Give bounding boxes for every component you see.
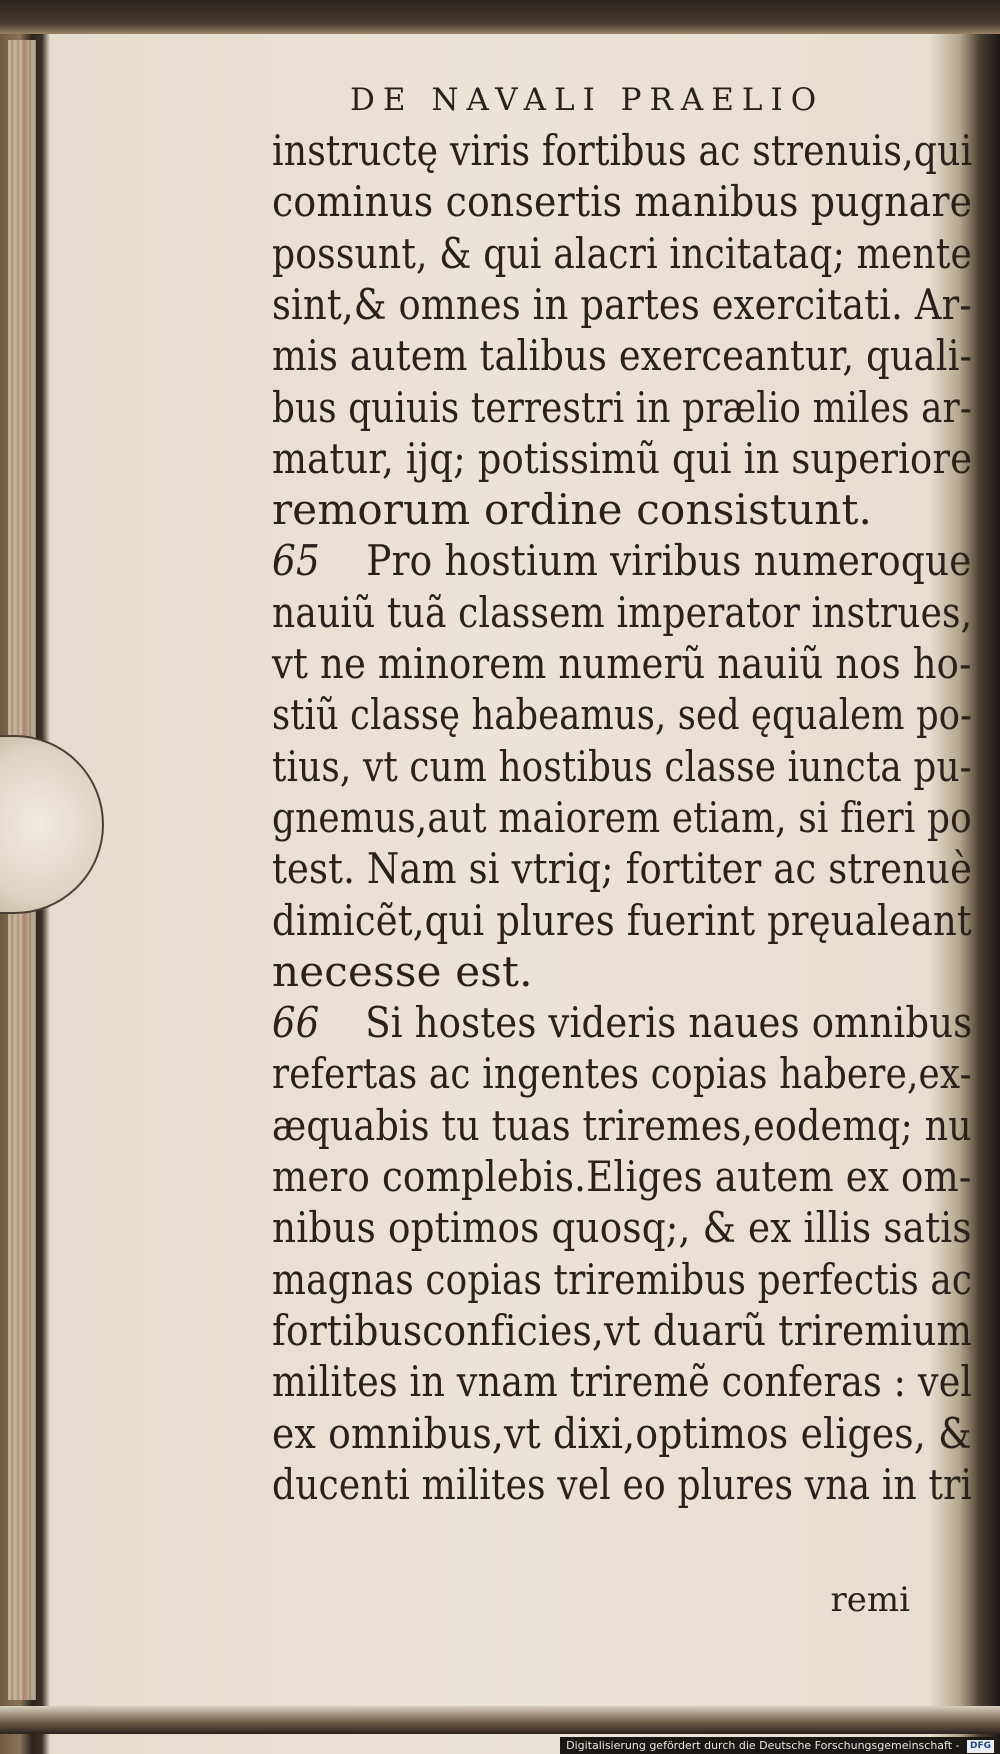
text-line: [272, 1049, 972, 1099]
text-line: [272, 433, 973, 483]
line-text: milites in vnam triremẽ conferas : vel: [272, 1357, 973, 1407]
text-line: [272, 946, 533, 996]
text-line: [272, 536, 972, 586]
line-text: dimicẽt,qui plures fuerint pręualeant: [272, 895, 972, 945]
line-text: cominus consertis manibus pugnare: [272, 177, 973, 227]
digitization-credit: [560, 1737, 994, 1754]
catchword: remi: [830, 1580, 910, 1620]
line-text: vt ne minorem numerũ nauiũ nos ho-: [272, 639, 972, 688]
text-line: [272, 844, 973, 894]
text-line: [272, 1203, 972, 1253]
text-line: [272, 639, 972, 688]
dfg-logo-icon: DFG: [967, 1740, 994, 1753]
line-text: matur, ijq; potissimũ qui in superiore: [272, 433, 973, 483]
paragraph-number: 65: [272, 536, 320, 586]
text-line: [272, 228, 973, 278]
running-header: DE NAVALI PRAELIO: [350, 82, 825, 118]
text-line: [272, 1357, 973, 1407]
text-line: [272, 895, 972, 945]
line-text: gnemus,aut maiorem etiam, si fieri po: [272, 792, 972, 842]
text-line: [272, 331, 973, 381]
line-text: remorum ordine consistunt.: [272, 485, 873, 535]
line-text: mero complebis.Eliges autem ex om-: [272, 1152, 972, 1201]
line-text: bus quiuis terrestri in prælio miles ar-: [272, 382, 973, 432]
line-text: ex omnibus,vt dixi,optimos eliges, &: [272, 1408, 972, 1458]
text-line: [272, 279, 972, 329]
line-text: æquabis tu tuas triremes,eodemq; nu: [272, 1100, 972, 1150]
line-text: sint,& omnes in partes exercitati. Ar-: [272, 279, 972, 329]
scan-top-edge: [0, 0, 1000, 34]
text-line: [272, 1254, 973, 1304]
line-text: stiũ classę habeamus, sed ęqualem po-: [272, 690, 973, 740]
line-text: test. Nam si vtriq; fortiter ac strenuè: [272, 844, 973, 894]
line-text: refertas ac ingentes copias habere,ex-: [272, 1049, 972, 1099]
line-text: Pro hostium viribus numeroque: [366, 536, 972, 586]
line-text: tius, vt cum hostibus classe iuncta pu-: [272, 741, 972, 791]
text-line: [272, 1100, 972, 1150]
line-text: Si hostes videris naues omnibus: [365, 998, 973, 1048]
line-text: necesse est.: [272, 946, 533, 996]
text-line: [272, 998, 973, 1048]
text-line: [272, 1459, 973, 1509]
text-line: [272, 1408, 972, 1458]
paragraph-number: 66: [272, 998, 320, 1048]
text-line: [272, 126, 973, 175]
text-line: [272, 1152, 972, 1201]
text-line: [272, 485, 873, 535]
line-text: nibus optimos quosq;, & ex illis satis: [272, 1203, 972, 1253]
line-text: instructę viris fortibus ac strenuis,qui: [272, 126, 973, 175]
scan-bottom-edge: [0, 1706, 1000, 1734]
text-line: [272, 741, 972, 791]
text-line: [272, 792, 972, 842]
credit-text: Digitalisierung gefördert durch die Deutsche Forschungsgemeinschaft -: [566, 1739, 960, 1752]
text-line: [272, 382, 973, 432]
book-page: [40, 30, 973, 1710]
text-line: [272, 1305, 973, 1355]
line-text: nauiũ tuã classem imperator instrues,: [272, 587, 973, 637]
text-line: [272, 690, 973, 740]
text-line: [272, 587, 973, 637]
line-text: ducenti milites vel eo plures vna in tri: [272, 1459, 973, 1509]
line-text: magnas copias triremibus perfectis ac: [272, 1254, 973, 1304]
line-text: possunt, & qui alacri incitataq; mente: [272, 228, 973, 278]
line-text: fortibusconficies,vt duarũ triremium: [272, 1305, 973, 1355]
text-line: [272, 177, 973, 227]
line-text: mis autem talibus exerceantur, quali-: [272, 331, 973, 381]
